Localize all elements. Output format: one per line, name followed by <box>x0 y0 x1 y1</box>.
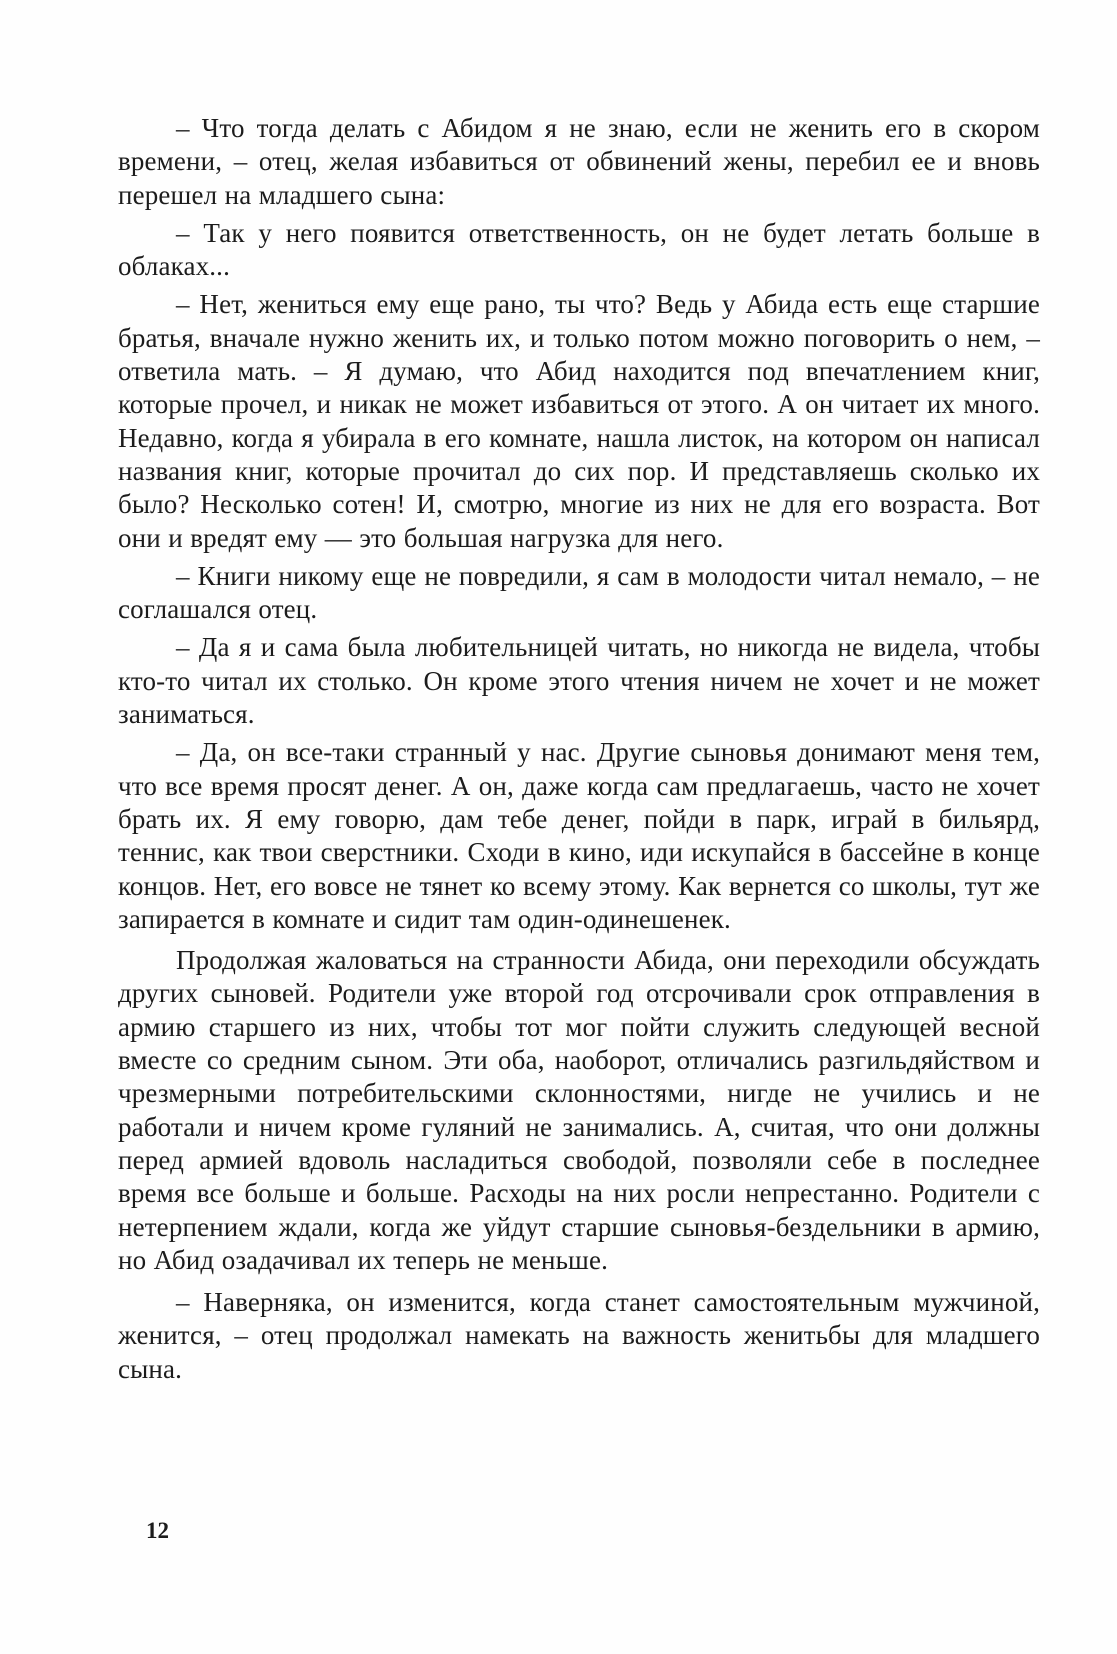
body-text <box>118 112 1040 1391</box>
paragraph-strange-son: – Да, он все-таки странный у нас. Другие сыновья донимают меня тем, что все время просят денег. А он, даже когда сам предлагаешь, часто не хочет брать их. Я ему говорю, дам тебе денег, пойди в парк, играй в бильярд, теннис, как твои сверстники. Сходи в кино, иди искупайся в бассейне в конце концов. Нет, его вовсе не тянет ко всему этому. Как вернется со школы, тут же запирается в комнате и сидит там один-одинешенек. <box>118 737 1040 934</box>
paragraph-books-harmless: – Книги никому еще не повредили, я сам в молодости читал немало, – не соглашался отец. <box>118 560 1040 625</box>
paragraph-responsibility: – Так у него появится ответственность, он не будет летать больше в облаках... <box>118 217 1040 282</box>
paragraph-narrative-sons: Продолжая жаловаться на странности Абида, они переходили обсуждать других сыновей. Родители уже второй год отсрочивали срок отправления в армию старшего из них, чтобы тот мог пойти служить следующей весной вместе со средним сыном. Эти оба, наоборот, отличались разгильдяйством и чрезмерными потребительскими склонностями, нигде не учились и не работали и ничем кроме гуляний не занимались. А, считая, что они должны перед армией вдоволь насладиться свободой, позволяли себе в последнее время все больше и больше. Расходы на них росли непрестанно. Родители с нетерпением ждали, когда же уйдут старшие сыновья-бездельники в армию, но Абид озадачивал их теперь не меньше. <box>118 945 1040 1275</box>
paragraph-father-marriage: – Что тогда делать с Абидом я не знаю, если не женить его в скором времени, – отец, желая избавиться от обвинений жены, перебил ее и вновь перешел на младшего сына: <box>118 113 1040 210</box>
paragraph-mother-books: – Нет, жениться ему еще рано, ты что? Ведь у Абида есть еще старшие братья, вначале нужно женить их, и только потом можно поговорить о нем, – ответила мать. – Я думаю, что Абид находится под впечатлением книг, которые прочел, и никак не может избавиться от этого. А он читает их много. Недавно, когда я убирала в его комнате, нашла листок, на котором он написал названия книг, которые прочитал до сих пор. И представляешь сколько их было? Несколько сотен! И, смотрю, многие из них не для его возраста. Вот они и вредят ему — это большая нагрузка для него. <box>118 289 1040 553</box>
page-number: 12 <box>146 1518 169 1543</box>
paragraph-will-change: – Наверняка, он изменится, когда станет самостоятельным мужчиной, женится, – отец продолжал намекать на важность женитьбы для младшего сына. <box>118 1287 1040 1384</box>
paragraph-mother-reader: – Да я и сама была любительницей читать, но никогда не видела, чтобы кто-то читал их столько. Он кроме этого чтения ничем не хочет и не может заниматься. <box>118 632 1040 730</box>
